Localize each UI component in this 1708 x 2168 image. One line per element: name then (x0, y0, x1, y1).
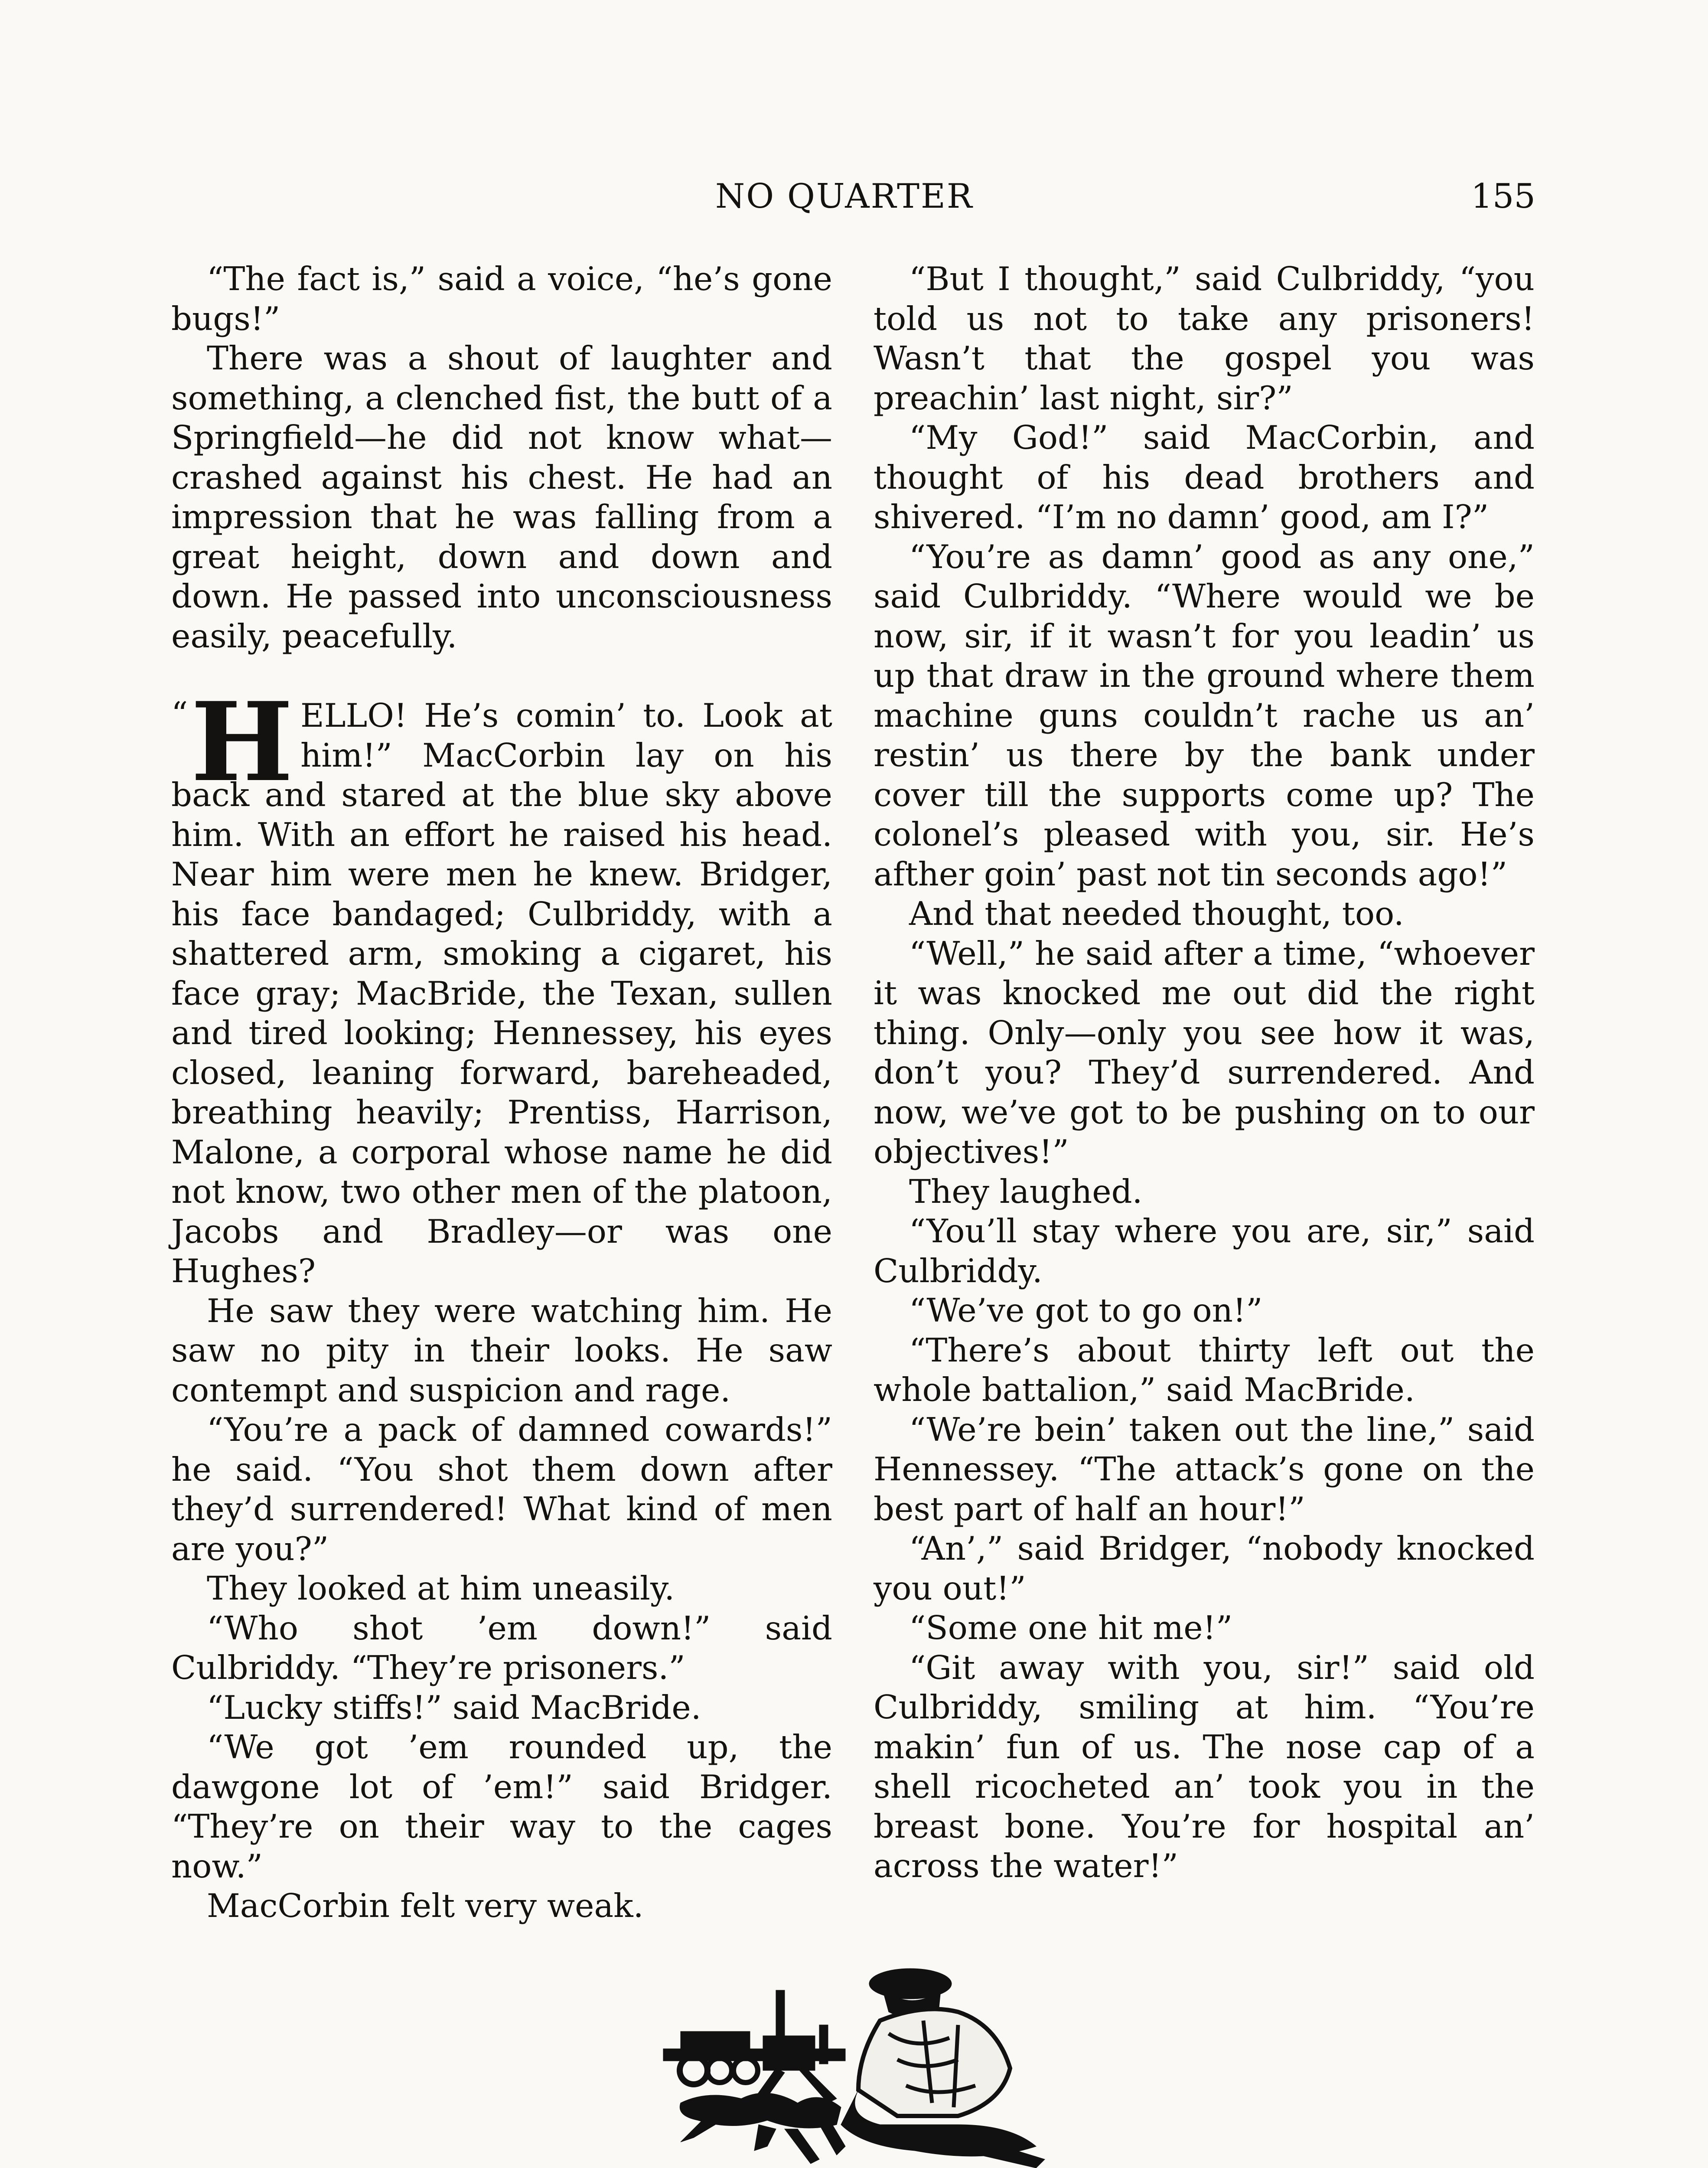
right-column (874, 259, 1535, 1886)
paragraph: “But I thought,” said Culbriddy, “you told us not to take any prisoners! Wasn’t that the gospel you was preachin’ last night, sir?” (874, 260, 1535, 417)
paragraph: “We’ve got to go on!” (909, 1291, 1263, 1329)
paragraph: “The fact is,” said a voice, “he’s gone bugs!” (171, 260, 832, 338)
paragraph: “Lucky stiffs!” said MacBride. (207, 1688, 701, 1727)
paragraph: “You’re a pack of damned cowards!” he said. “You shot them down after they’d surrendered! What kind of men are you?” (171, 1411, 832, 1568)
paragraph: And that needed thought, too. (909, 895, 1404, 933)
paragraph: “We got ’em rounded up, the dawgone lot of ’em!” said Bridger. “They’re on their way to the cages now.” (171, 1728, 832, 1885)
paragraph: “Git away with you, sir!” said old Culbriddy, smiling at him. “You’re makin’ fun of us. The nose cap of a shell ricocheted an’ took you in the breast bone. You’re for hospital an’ across the water!” (874, 1648, 1535, 1885)
page-number: 155 (1471, 177, 1535, 216)
paragraph-text: ELLO! He’s comin’ to. Look at him!” MacCorbin lay on his back and stared at the blue sky above him. With an effort he raised his head. Near him were men he knew. Bridger, his face bandaged; Culbriddy, with a shattered arm, smoking a cigaret, his face gray; MacBride, the Texan, sullen and tired looking; Hennessey, his eyes closed, leaning forward, bareheaded, breathing heavily; Prentiss, Harrison, Malone, a corporal whose name he did not know, two other men of the platoon, Jacobs and Bradley—or was one Hughes? (171, 696, 832, 1290)
paragraph: “You’ll stay where you are, sir,” said Culbriddy. (874, 1212, 1535, 1290)
drop-cap-block (171, 678, 297, 806)
paragraph: “There’s about thirty left out the whole battalion,” said MacBride. (874, 1331, 1535, 1409)
paragraph: He saw they were watching him. He saw no pity in their looks. He saw contempt and suspicion and rage. (171, 1291, 832, 1409)
paragraph: They laughed. (909, 1172, 1143, 1211)
drop-cap-paragraph (171, 678, 832, 1291)
drop-cap-letter: H (191, 678, 293, 806)
left-column (171, 259, 832, 1926)
paragraph: “We’re bein’ taken out the line,” said Hennessey. “The attack’s gone on the best part of half an hour!” (874, 1410, 1535, 1528)
paragraph: They looked at him uneasily. (207, 1569, 675, 1607)
soldier-machine-gun-illustration (655, 1960, 1053, 2168)
drop-cap-quote: “ (171, 695, 188, 733)
paragraph: “Who shot ’em down!” said Culbriddy. “They’re prisoners.” (171, 1609, 832, 1687)
paragraph: “An’,” said Bridger, “nobody knocked you out!” (874, 1529, 1535, 1607)
paragraph: “My God!” said MacCorbin, and thought of his dead brothers and shivered. “I’m no damn’ good, am I?” (874, 418, 1535, 536)
paragraph: “Some one hit me!” (909, 1609, 1233, 1647)
page-header (0, 177, 1708, 225)
paragraph: “Well,” he said after a time, “whoever it was knocked me out did the right thing. Only—only you see how it was, don’t you? They’d surrendered. And now, we’ve got to be pushing on to our objectives!” (874, 934, 1535, 1171)
paragraph: There was a shout of laughter and something, a clenched fist, the butt of a Springfield—he did not know what—crashed against his chest. He had an impression that he was falling from a great height, down and down and down. He passed into unconsciousness easily, peacefully. (171, 339, 832, 655)
paragraph: MacCorbin felt very weak. (207, 1887, 644, 1925)
running-title: NO QUARTER (715, 177, 974, 216)
paragraph: “You’re as damn’ good as any one,” said Culbriddy. “Where would we be now, sir, if it wasn’t for you leadin’ us up that draw in the ground where them machine guns couldn’t rache us an’ restin’ us there by the bank under cover till the supports come up? The colonel’s pleased with you, sir. He’s afther goin’ past not tin seconds ago!” (874, 537, 1535, 893)
